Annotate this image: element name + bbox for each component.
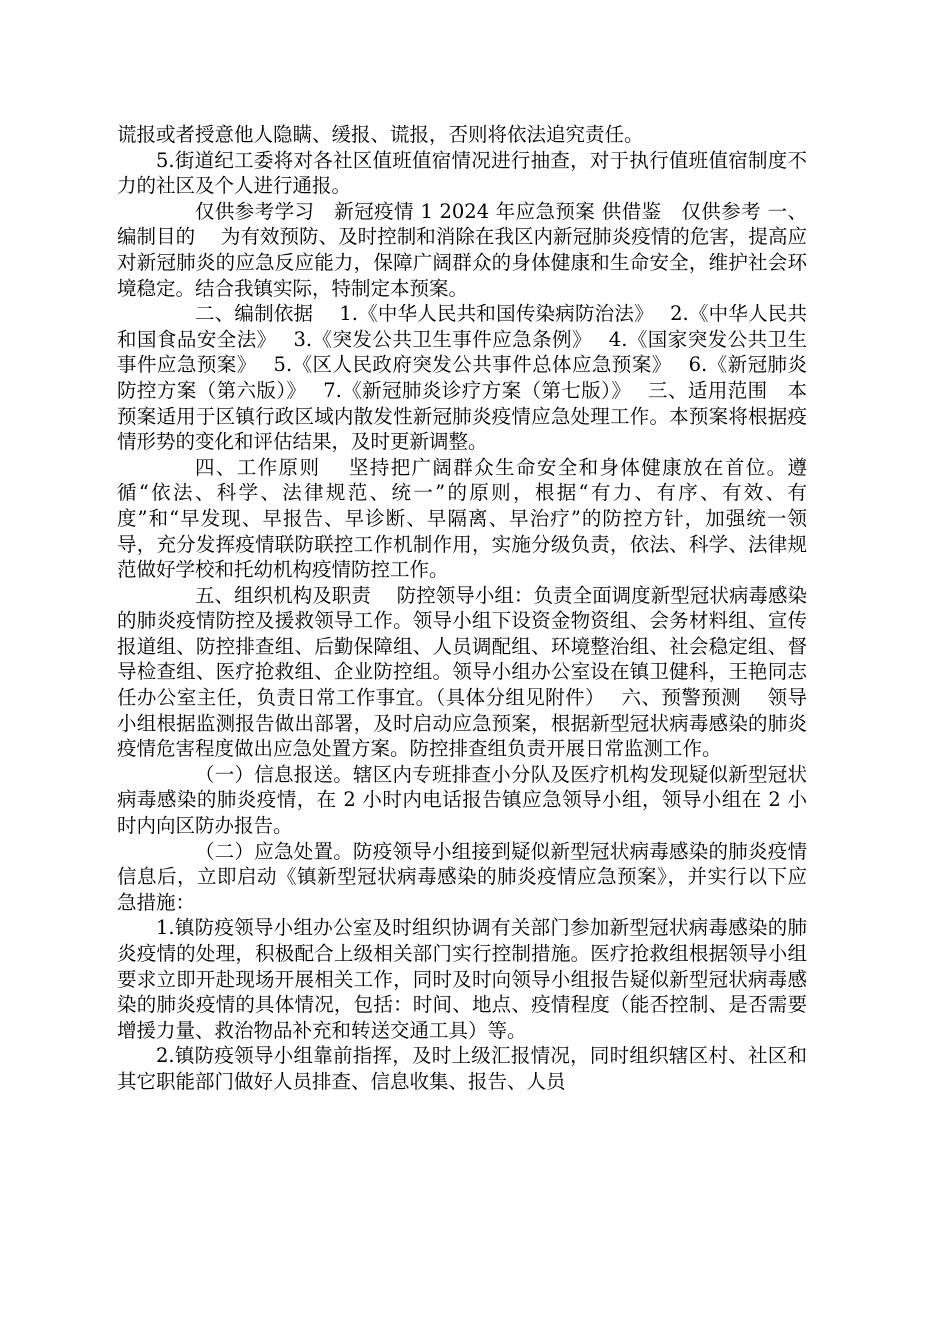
paragraph-10: 2.镇防疫领导小组靠前指挥，及时上级汇报情况，同时组织辖区村、社区和其它职能部门做好人员排查、信息收集、报告、人员 xyxy=(117,1044,807,1093)
paragraph-2: 5.街道纪工委将对各社区值班值宿情况进行抽查，对于执行值班值宿制度不力的社区及个人进行通报。 xyxy=(117,148,807,198)
document-body xyxy=(117,122,807,1095)
paragraph-1: 谎报或者授意他人隐瞒、缓报、谎报，否则将依法追究责任。 xyxy=(117,123,644,146)
paragraph-8: （二）应急处置。防疫领导小组接到疑似新型冠状病毒感染的肺炎疫情信息后，立即启动《镇新型冠状病毒感染的肺炎疫情应急预案》，并实行以下应急措施： xyxy=(117,839,807,914)
paragraph-5: 四、工作原则 坚持把广阔群众生命安全和身体健康放在首位。遵循“依法、科学、法律规范、统一”的原则，根据“有力、有序、有效、有度”和“早发现、早报告、早诊断、早隔离、早治疗”的防控方针，加强统一领导，充分发挥疫情联防联控工作机制作用，实施分级负责，依法、科学、法律规范做好学校和托幼机构疫情防控工作。 xyxy=(117,455,807,582)
paragraph-7: （一）信息报送。辖区内专班排查小分队及医疗机构发现疑似新型冠状病毒感染的肺炎疫情，在 2 小时内电话报告镇应急领导小组，领导小组在 2 小时内向区防办报告。 xyxy=(117,762,807,838)
paragraph-6: 五、组织机构及职责 防控领导小组：负责全面调度新型冠状病毒感染的肺炎疫情防控及援救领导工作。领导小组下设资金物资组、会务材料组、宣传报道组、防控排查组、后勤保障组、人员调配组、环境整治组、社会稳定组、督导检查组、医疗抢救组、企业防控组。领导小组办公室设在镇卫健科，王艳同志任办公室主任，负责日常工作事宜。（具体分组见附件） 六、预警预测 领导小组根据监测报告做出部署，及时启动应急预案，根据新型冠状病毒感染的肺炎疫情危害程度做出应急处置方案。防控排查组负责开展日常监测工作。 xyxy=(117,583,807,761)
paragraph-4: 二、编制依据 1.《中华人民共和国传染病防治法》 2.《中华人民共和国食品安全法》 3.《突发公共卫生事件应急条例》 4.《国家突发公共卫生事件应急预案》 5.《区人民政府突发公共事件总体应急预案》 6.《新冠肺炎防控方案（第六版）》 7.《新冠肺炎诊疗方案（第七版）》 三、适用范围 本预案适用于区镇行政区域内散发性新冠肺炎疫情应急处理工作。本预案将根据疫情形势的变化和评估结果，及时更新调整。 xyxy=(117,302,807,454)
paragraph-9: 1.镇防疫领导小组办公室及时组织协调有关部门参加新型冠状病毒感染的肺炎疫情的处理，积极配合上级相关部门实行控制措施。医疗抢救组根据领导小组要求立即开赴现场开展相关工作，同时及时向领导小组报告疑似新型冠状病毒感染的肺炎疫情的具体情况，包括：时间、地点、疫情程度（能否控制、是否需要增援力量、救治物品补充和转送交通工具）等。 xyxy=(117,916,807,1042)
paragraph-3: 仅供参考学习 新冠疫情 1 2024 年应急预案 供借鉴 仅供参考 一、编制目的 为有效预防、及时控制和消除在我区内新冠肺炎疫情的危害，提高应对新冠肺炎的应急反应能力，保障广阔群众的身体健康和生命安全，维护社会环境稳定。结合我镇实际，特制定本预案。 xyxy=(117,199,807,300)
